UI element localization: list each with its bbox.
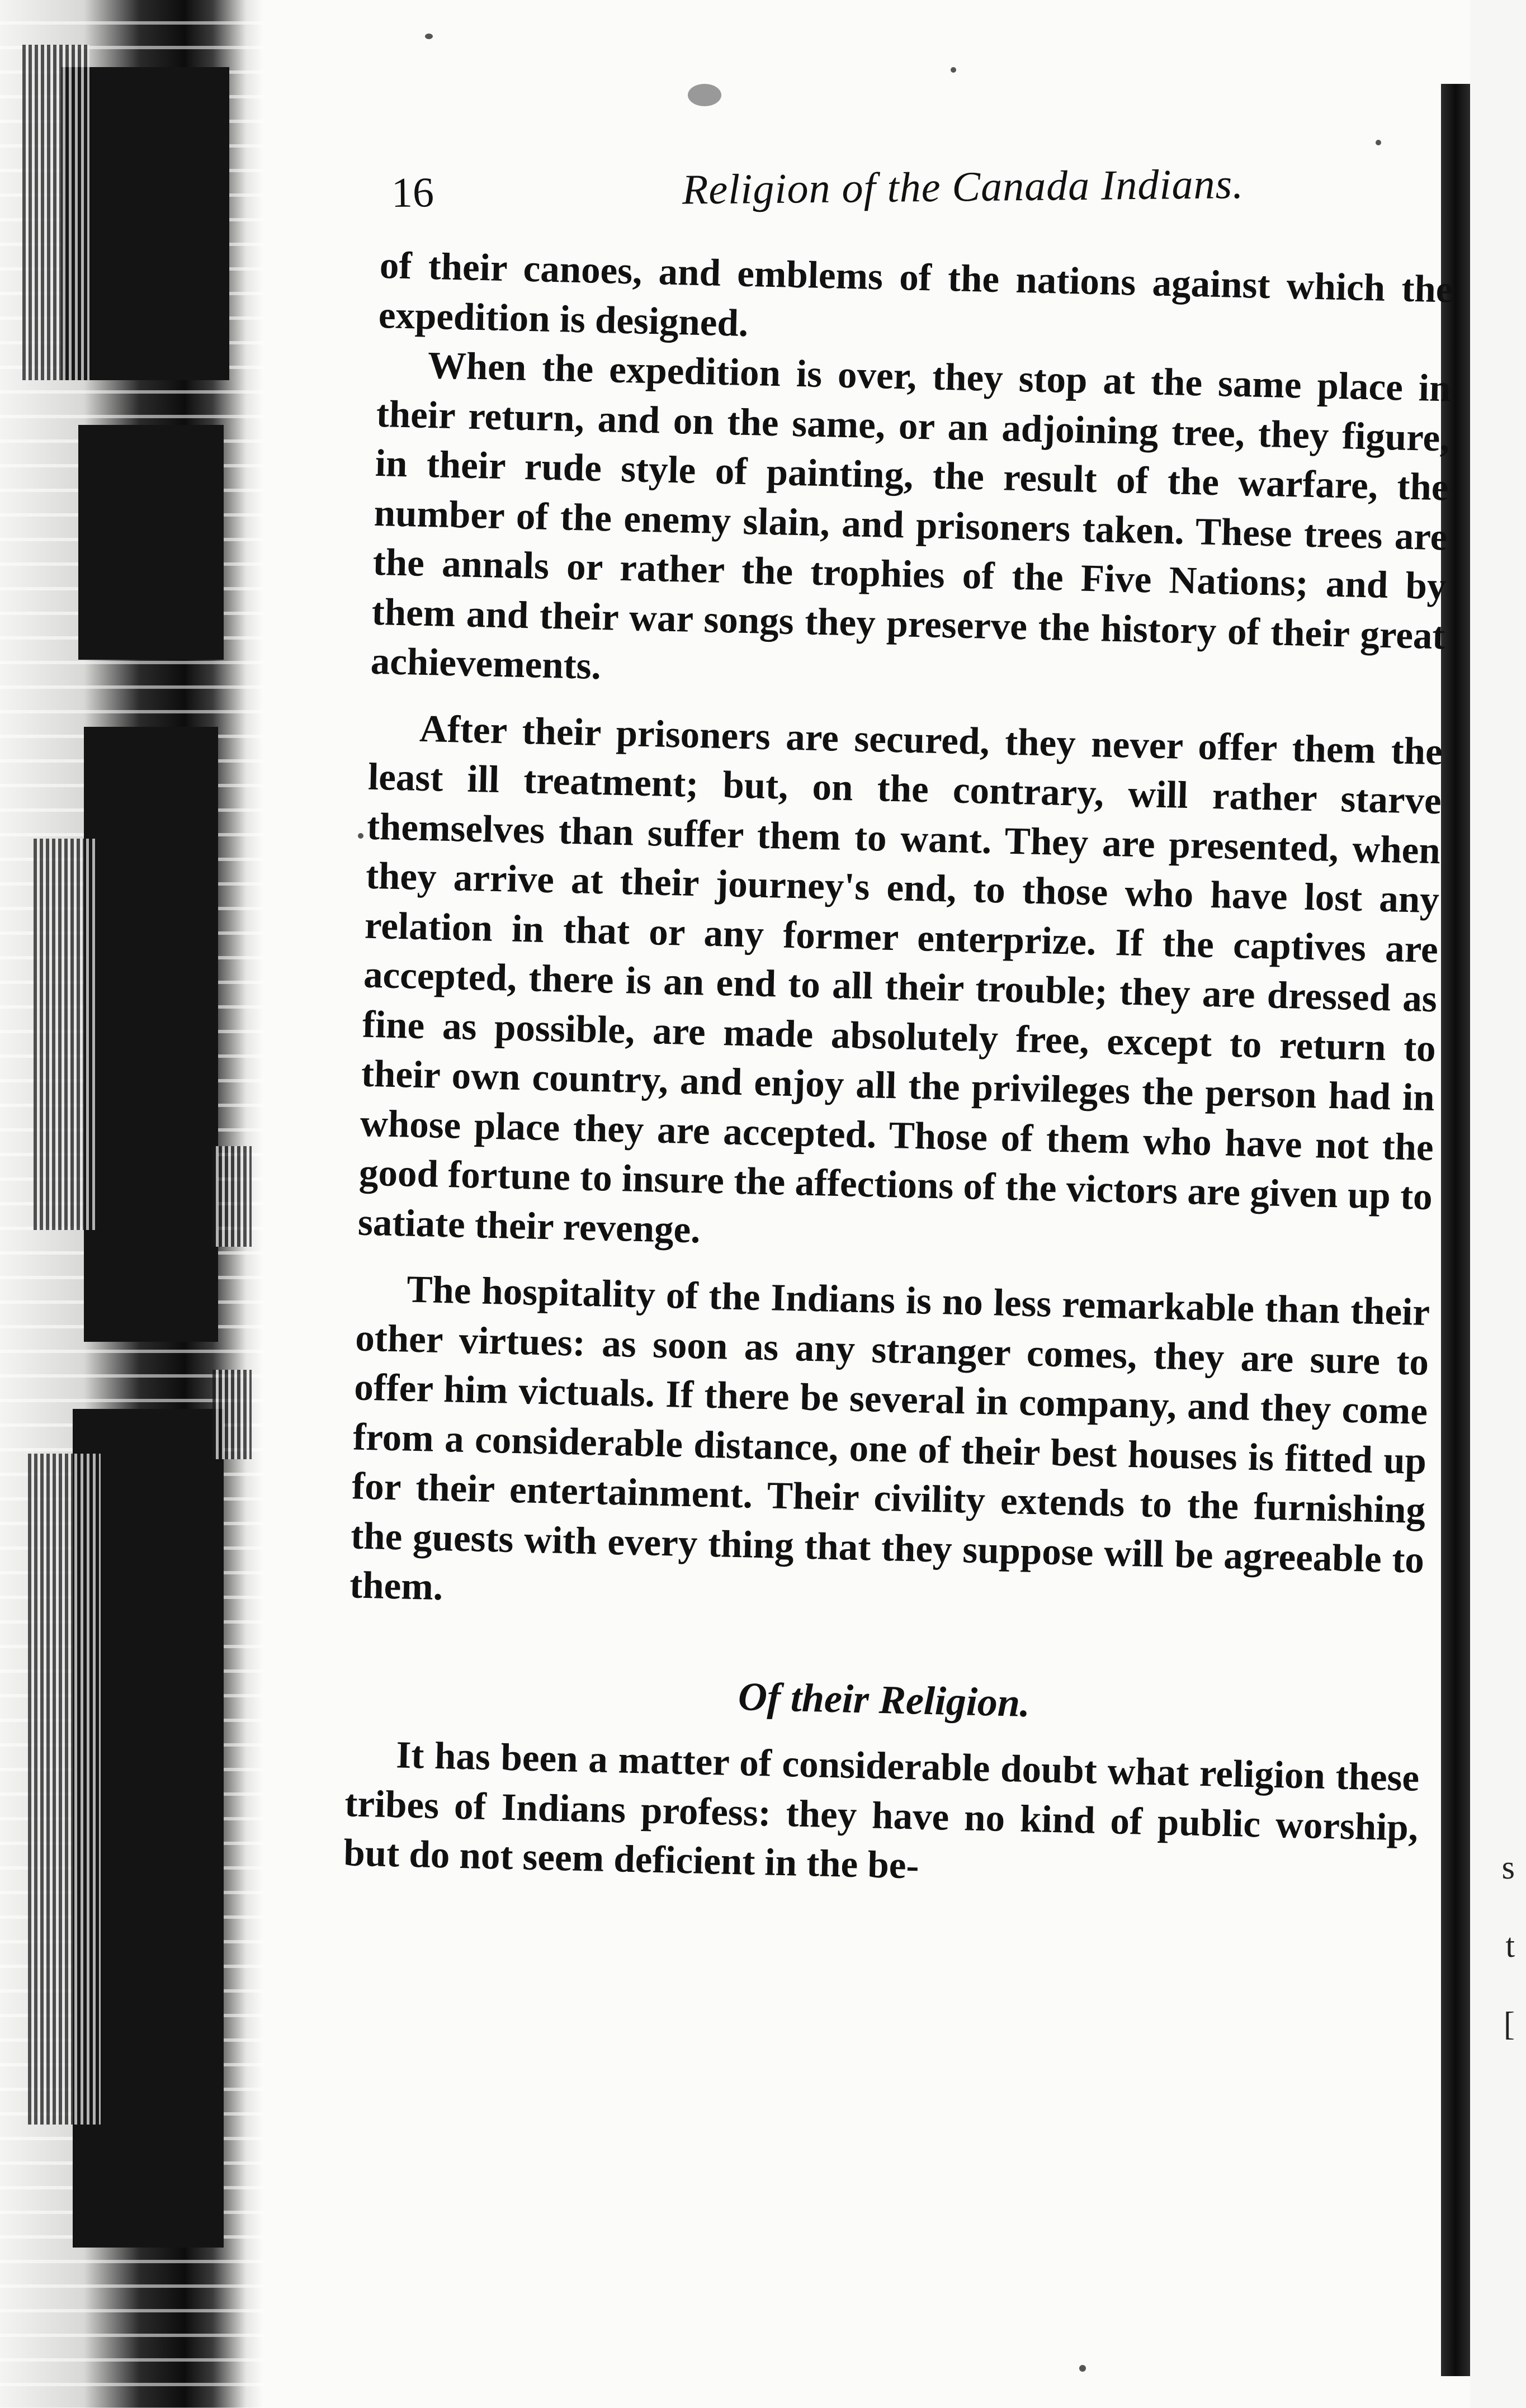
gutter-shadow bbox=[84, 727, 218, 1342]
scan-noise bbox=[34, 839, 95, 1230]
paragraph: When the expedition is over, they stop at the same place in their return, and on the same, or an adjoining tree, they figure, in their rude style of painting, the result of the warfare, the number of the enemy slain, and prisoners taken. These trees are the annals or rather the trophies of the Five Nations; and by them and their war songs they preserve the history of their great achievements. bbox=[370, 343, 1452, 688]
scan-speck bbox=[1376, 140, 1381, 145]
scan-noise bbox=[22, 45, 89, 380]
edge-mark: s bbox=[1501, 1849, 1515, 1886]
page-edge bbox=[1470, 0, 1526, 2408]
body-text bbox=[343, 240, 1454, 1901]
section-heading: Of their Religion. bbox=[738, 1673, 1031, 1725]
paragraph: The hospitality of the Indians is no less remarkable than their other virtues: as soon as any stranger comes, they are sure to offer him victuals. If there be several in company, and they come from a considerable distance, one of their best houses is fitted up for their entertainment. Their civility extends to the furnishing the guests with every thing that they suppose will be agreeable to them. bbox=[349, 1267, 1430, 1609]
edge-mark: t bbox=[1505, 1927, 1515, 1964]
scan-noise bbox=[28, 1454, 101, 2125]
scan-speck bbox=[358, 833, 363, 839]
running-head bbox=[391, 151, 1454, 224]
paragraph: After their prisoners are secured, they never offer them the least ill treatment; but, on the contrary, will rather starve themselves than suffer them to want. They are presented, when they arrive at their journey's end, to those who have lost any relation in that or any former enterprize. If the captives are accepted, there is an end to all their trouble; they are dressed as fine as possible, are made absolutely free, except to return to their own country, and enjoy all the privileges the person had in whose place they are accepted. Those of them who have not the good fortune to insure the affections of the victors are given up to satiate their revenge. bbox=[357, 707, 1443, 1251]
paragraph: of their canoes, and emblems of the nations against which the expedition is designed. bbox=[378, 243, 1454, 344]
scan-speck bbox=[1079, 2365, 1086, 2372]
scan-noise bbox=[212, 1370, 252, 1459]
scan-speck bbox=[688, 84, 721, 106]
scan-speck bbox=[425, 34, 433, 39]
gutter-shadow bbox=[78, 425, 224, 660]
scan-speck bbox=[951, 67, 956, 73]
paragraph: It has been a matter of considerable doubt what religion these tribes of Indians profess: they have no kind of public worship, but do not seem deficient in the be- bbox=[343, 1733, 1420, 1887]
edge-mark: [ bbox=[1504, 2005, 1515, 2042]
running-title: Religion of the Canada Indians. bbox=[682, 160, 1244, 214]
scan-noise bbox=[212, 1146, 252, 1247]
page-number: 16 bbox=[391, 169, 434, 216]
